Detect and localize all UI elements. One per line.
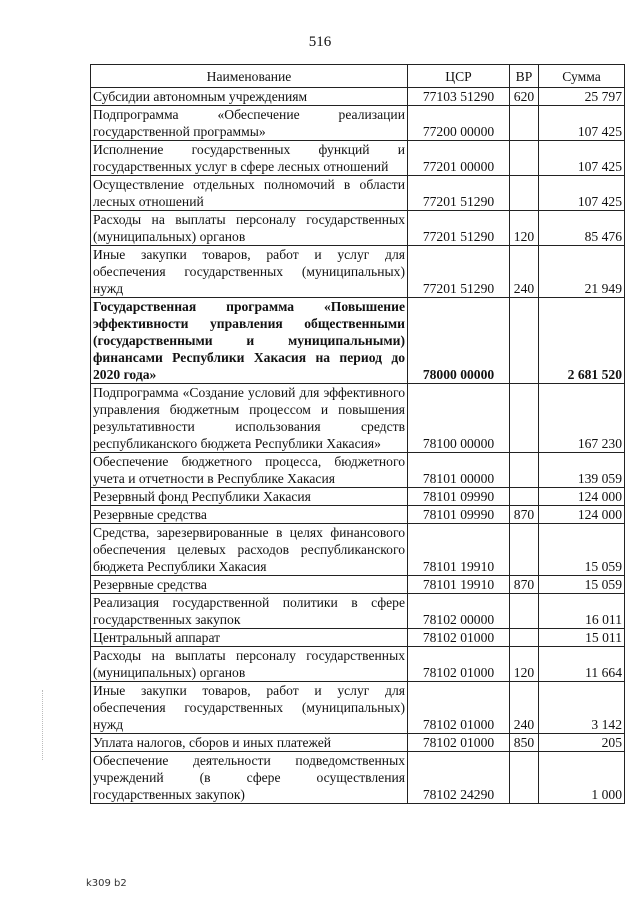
cell-sum: 139 059	[539, 453, 625, 488]
cell-vr	[510, 106, 539, 141]
column-header-vr: ВР	[510, 65, 539, 88]
cell-name: Субсидии автономным учреждениям	[91, 88, 408, 106]
cell-vr: 120	[510, 647, 539, 682]
table-row	[91, 682, 625, 734]
budget-table	[90, 64, 625, 804]
cell-name: Средства, зарезервированные в целях финансового обеспечения целевых расходов республиканского бюджета Республики Хакасия	[91, 524, 408, 576]
cell-csr: 77201 51290	[408, 246, 510, 298]
cell-name: Обеспечение деятельности подведомственных учреждений (в сфере осуществления государственных закупок)	[91, 752, 408, 804]
page-number: 516	[308, 34, 332, 50]
cell-sum: 107 425	[539, 141, 625, 176]
cell-vr	[510, 453, 539, 488]
cell-vr	[510, 141, 539, 176]
cell-csr: 78102 01000	[408, 629, 510, 647]
cell-csr: 78101 19910	[408, 524, 510, 576]
cell-sum: 2 681 520	[539, 298, 625, 384]
table-row	[91, 384, 625, 453]
cell-vr	[510, 629, 539, 647]
table-row	[91, 576, 625, 594]
table-row	[91, 594, 625, 629]
cell-name: Обеспечение бюджетного процесса, бюджетного учета и отчетности в Республике Хакасия	[91, 453, 408, 488]
cell-csr: 78100 00000	[408, 384, 510, 453]
cell-csr: 77103 51290	[408, 88, 510, 106]
column-header-name: Наименование	[91, 65, 408, 88]
cell-name: Уплата налогов, сборов и иных платежей	[91, 734, 408, 752]
cell-sum: 15 011	[539, 629, 625, 647]
table-row	[91, 141, 625, 176]
cell-csr: 77201 51290	[408, 211, 510, 246]
cell-name: Резервные средства	[91, 506, 408, 524]
table-row	[91, 647, 625, 682]
cell-vr	[510, 298, 539, 384]
table-row	[91, 488, 625, 506]
cell-vr: 870	[510, 506, 539, 524]
cell-sum: 1 000	[539, 752, 625, 804]
cell-csr: 78102 01000	[408, 647, 510, 682]
cell-csr: 78000 00000	[408, 298, 510, 384]
cell-csr: 78101 19910	[408, 576, 510, 594]
table-row	[91, 88, 625, 106]
table-row	[91, 211, 625, 246]
cell-name: Резервный фонд Республики Хакасия	[91, 488, 408, 506]
cell-name: Реализация государственной политики в сфере государственных закупок	[91, 594, 408, 629]
table-header-row	[91, 65, 625, 88]
cell-name: Иные закупки товаров, работ и услуг для обеспечения государственных (муниципальных) нужд	[91, 682, 408, 734]
table-row	[91, 734, 625, 752]
column-header-csr: ЦСР	[408, 65, 510, 88]
table-row	[91, 506, 625, 524]
cell-csr: 77201 00000	[408, 141, 510, 176]
cell-sum: 15 059	[539, 576, 625, 594]
cell-name: Государственная программа «Повышение эффективности управления общественными (государственными и муниципальными) финансами Республики Хакасия на период до 2020 года»	[91, 298, 408, 384]
cell-vr	[510, 384, 539, 453]
cell-name: Подпрограмма «Обеспечение реализации государственной программы»	[91, 106, 408, 141]
cell-vr: 120	[510, 211, 539, 246]
cell-vr: 240	[510, 246, 539, 298]
cell-vr	[510, 752, 539, 804]
table-row	[91, 453, 625, 488]
cell-vr: 850	[510, 734, 539, 752]
cell-vr	[510, 176, 539, 211]
cell-sum: 167 230	[539, 384, 625, 453]
cell-csr: 77201 51290	[408, 176, 510, 211]
cell-vr	[510, 594, 539, 629]
cell-name: Подпрограмма «Создание условий для эффективного управления бюджетным процессом и повышения результативности использования средств республиканского бюджета Республики Хакасия»	[91, 384, 408, 453]
column-header-sum: Сумма	[539, 65, 625, 88]
table-row	[91, 752, 625, 804]
margin-marks	[42, 690, 45, 760]
cell-sum: 124 000	[539, 506, 625, 524]
table-row	[91, 246, 625, 298]
cell-vr: 240	[510, 682, 539, 734]
table-row	[91, 298, 625, 384]
cell-name: Расходы на выплаты персоналу государственных (муниципальных) органов	[91, 211, 408, 246]
cell-sum: 15 059	[539, 524, 625, 576]
cell-name: Осуществление отдельных полномочий в области лесных отношений	[91, 176, 408, 211]
cell-csr: 78102 00000	[408, 594, 510, 629]
cell-vr	[510, 488, 539, 506]
cell-vr	[510, 524, 539, 576]
cell-sum: 107 425	[539, 106, 625, 141]
table-row	[91, 176, 625, 211]
cell-name: Расходы на выплаты персоналу государственных (муниципальных) органов	[91, 647, 408, 682]
cell-csr: 78102 24290	[408, 752, 510, 804]
cell-sum: 11 664	[539, 647, 625, 682]
cell-sum: 124 000	[539, 488, 625, 506]
cell-sum: 21 949	[539, 246, 625, 298]
cell-csr: 77200 00000	[408, 106, 510, 141]
cell-name: Резервные средства	[91, 576, 408, 594]
cell-csr: 78101 00000	[408, 453, 510, 488]
cell-csr: 78101 09990	[408, 488, 510, 506]
cell-sum: 85 476	[539, 211, 625, 246]
cell-name: Исполнение государственных функций и государственных услуг в сфере лесных отношений	[91, 141, 408, 176]
cell-vr: 620	[510, 88, 539, 106]
table-row	[91, 524, 625, 576]
cell-sum: 25 797	[539, 88, 625, 106]
table-row	[91, 106, 625, 141]
cell-vr: 870	[510, 576, 539, 594]
cell-name: Иные закупки товаров, работ и услуг для обеспечения государственных (муниципальных) нужд	[91, 246, 408, 298]
cell-sum: 16 011	[539, 594, 625, 629]
cell-sum: 107 425	[539, 176, 625, 211]
cell-name: Центральный аппарат	[91, 629, 408, 647]
cell-sum: 3 142	[539, 682, 625, 734]
cell-csr: 78102 01000	[408, 734, 510, 752]
cell-sum: 205	[539, 734, 625, 752]
cell-csr: 78101 09990	[408, 506, 510, 524]
table-row	[91, 629, 625, 647]
cell-csr: 78102 01000	[408, 682, 510, 734]
footer-code: k309 b2	[86, 878, 127, 889]
